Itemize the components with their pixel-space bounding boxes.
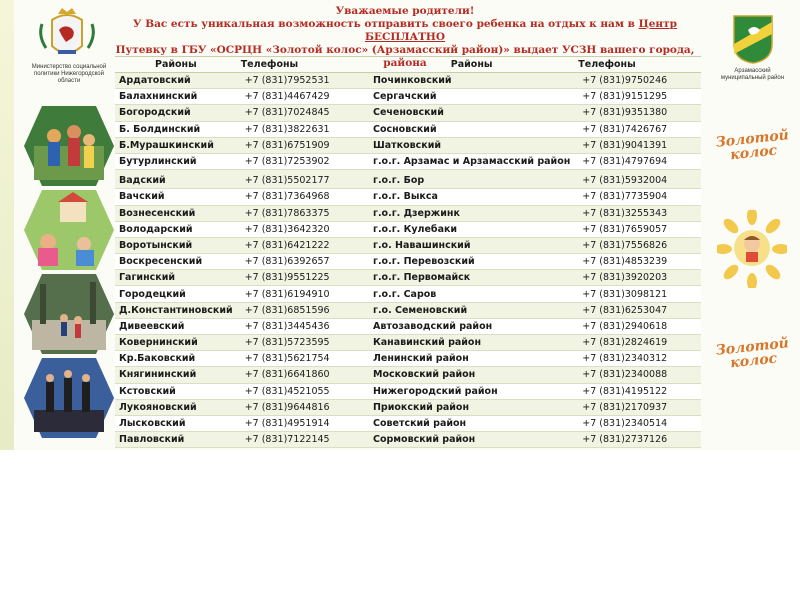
- district-name: Дивеевский: [115, 318, 237, 334]
- district-name: г.о.г. Саров: [369, 286, 574, 302]
- header-offer-text: У Вас есть уникальная возможность отправить своего ребенка на отдых к нам в: [133, 18, 639, 30]
- district-name: г.о.г. Арзамас и Арзамасский район: [369, 153, 574, 169]
- district-name: Ленинский район: [369, 351, 574, 367]
- table-row: [115, 105, 701, 121]
- district-name: Шатковский: [369, 137, 574, 153]
- district-name: Приокский район: [369, 399, 574, 415]
- district-name: Сосновский: [369, 121, 574, 137]
- table-row: [115, 383, 701, 399]
- district-name: Сормовский район: [369, 432, 574, 448]
- district-name: Д.Константиновский: [115, 302, 237, 318]
- district-name: г.о.г. Кулебаки: [369, 221, 574, 237]
- district-name: Гагинский: [115, 270, 237, 286]
- district-phone: +7 (831)6392657: [237, 254, 369, 270]
- district-phone: +7 (831)9041391: [574, 137, 701, 153]
- district-phone: +7 (831)6253047: [574, 302, 701, 318]
- district-phone: +7 (831)5621754: [237, 351, 369, 367]
- district-name: Вознесенский: [115, 205, 237, 221]
- district-phone: +7 (831)3920203: [574, 270, 701, 286]
- district-name: г.о.г. Перевозский: [369, 254, 574, 270]
- district-phone: +7 (831)3445436: [237, 318, 369, 334]
- district-phone: +7 (831)3098121: [574, 286, 701, 302]
- district-name: Ковернинский: [115, 335, 237, 351]
- district-name: Бутурлинский: [115, 153, 237, 169]
- table-row: [115, 205, 701, 221]
- district-name: г.о. Семеновский: [369, 302, 574, 318]
- district-name: Кстовский: [115, 383, 237, 399]
- table-row: [115, 318, 701, 334]
- arzamas-coat-of-arms-icon: [732, 14, 774, 64]
- district-phone: +7 (831)7556826: [574, 237, 701, 253]
- district-name: Городецкий: [115, 286, 237, 302]
- district-phone: +7 (831)2170937: [574, 399, 701, 415]
- district-name: Сеченовский: [369, 105, 574, 121]
- district-name: Княгининский: [115, 367, 237, 383]
- table-row: [115, 367, 701, 383]
- header-voucher-info: Путевку в ГБУ «ОСРЦН «Золотой колос» (Арзамасский район)» выдает УСЗН вашего города, района: [115, 44, 695, 69]
- district-name: Вачский: [115, 189, 237, 205]
- districts-phones-table: [115, 56, 701, 448]
- table-row: [115, 137, 701, 153]
- district-phone: +7 (831)9151295: [574, 89, 701, 105]
- nizhny-novgorod-emblem-icon: [36, 6, 98, 62]
- district-phone: +7 (831)4467429: [237, 89, 369, 105]
- district-name: Сергачский: [369, 89, 574, 105]
- column-header: Телефоны: [574, 57, 701, 73]
- district-phone: +7 (831)2340514: [574, 415, 701, 431]
- district-phone: +7 (831)2340312: [574, 351, 701, 367]
- district-phone: +7 (831)6194910: [237, 286, 369, 302]
- district-phone: +7 (831)4521055: [237, 383, 369, 399]
- district-phone: +7 (831)5502177: [237, 170, 369, 189]
- district-phone: +7 (831)5723595: [237, 335, 369, 351]
- district-phone: +7 (831)2940618: [574, 318, 701, 334]
- district-phone: +7 (831)4797694: [574, 153, 701, 169]
- table-row: [115, 432, 701, 448]
- district-name: Б. Болдинский: [115, 121, 237, 137]
- table-row: [115, 351, 701, 367]
- district-phone: +7 (831)7863375: [237, 205, 369, 221]
- header-offer: [110, 18, 700, 44]
- table-header-row: [115, 57, 701, 73]
- district-phone: +7 (831)3822631: [237, 121, 369, 137]
- district-name: Кр.Баковский: [115, 351, 237, 367]
- table-row: [115, 286, 701, 302]
- column-header: Телефоны: [237, 57, 369, 73]
- district-name: Нижегородский район: [369, 383, 574, 399]
- district-phone: +7 (831)9644816: [237, 399, 369, 415]
- district-phone: +7 (831)2737126: [574, 432, 701, 448]
- district-phone: +7 (831)7122145: [237, 432, 369, 448]
- district-phone: +7 (831)9351380: [574, 105, 701, 121]
- district-name: Лукояновский: [115, 399, 237, 415]
- district-name: Вадский: [115, 170, 237, 189]
- district-phone: +7 (831)7735904: [574, 189, 701, 205]
- district-phone: +7 (831)7364968: [237, 189, 369, 205]
- left-column: [14, 0, 110, 450]
- kids-drawing-photo: [24, 190, 114, 270]
- table-row: [115, 254, 701, 270]
- district-name: Московский район: [369, 367, 574, 383]
- district-name: г.о.г. Выкса: [369, 189, 574, 205]
- table-row: [115, 170, 701, 189]
- sun-mascot-icon: [717, 210, 787, 288]
- district-phone: +7 (831)6641860: [237, 367, 369, 383]
- column-header: Районы: [369, 57, 574, 73]
- district-phone: +7 (831)2340088: [574, 367, 701, 383]
- stage-performance-photo: [24, 358, 114, 438]
- district-name: Воскресенский: [115, 254, 237, 270]
- district-name: Володарский: [115, 221, 237, 237]
- district-phone: +7 (831)7426767: [574, 121, 701, 137]
- district-name: Автозаводский район: [369, 318, 574, 334]
- header-greeting: Уважаемые родители!: [335, 5, 475, 17]
- district-phone: +7 (831)5932004: [574, 170, 701, 189]
- district-phone: +7 (831)4853239: [574, 254, 701, 270]
- district-name: Канавинский район: [369, 335, 574, 351]
- district-phone: +7 (831)6421222: [237, 237, 369, 253]
- outdoor-activity-photo: [24, 274, 114, 354]
- district-phone: +7 (831)4951914: [237, 415, 369, 431]
- table-row: [115, 302, 701, 318]
- district-phone: +7 (831)3642320: [237, 221, 369, 237]
- table-row: [115, 399, 701, 415]
- district-phone: +7 (831)7659057: [574, 221, 701, 237]
- header-center-free: Центр БЕСПЛАТНО: [365, 18, 677, 43]
- district-name: Павловский: [115, 432, 237, 448]
- district-phone: +7 (831)9750246: [574, 73, 701, 89]
- district-name: Лысковский: [115, 415, 237, 431]
- column-header: Районы: [115, 57, 237, 73]
- golden-ear-logo: Золотой колос: [714, 335, 790, 372]
- table-row: [115, 189, 701, 205]
- table-row: [115, 89, 701, 105]
- table-row: [115, 73, 701, 89]
- table-row: [115, 153, 701, 169]
- table-row: [115, 415, 701, 431]
- district-phone: +7 (831)4195122: [574, 383, 701, 399]
- arzamas-caption: Арзамасский муниципальный район: [720, 68, 785, 81]
- district-name: Б.Мурашкинский: [115, 137, 237, 153]
- district-name: Балахнинский: [115, 89, 237, 105]
- district-name: Советский район: [369, 415, 574, 431]
- district-phone: +7 (831)9551225: [237, 270, 369, 286]
- right-column: [705, 0, 800, 450]
- district-name: г.о. Навашинский: [369, 237, 574, 253]
- left-decor-strip: [0, 0, 14, 450]
- district-name: г.о.г. Дзержинк: [369, 205, 574, 221]
- table-row: [115, 335, 701, 351]
- district-phone: +7 (831)7952531: [237, 73, 369, 89]
- table-row: [115, 270, 701, 286]
- ministry-caption: Министерство социальной политики Нижегородской области: [31, 64, 107, 84]
- district-phone: +7 (831)6851596: [237, 302, 369, 318]
- district-name: Починковский: [369, 73, 574, 89]
- table-row: [115, 121, 701, 137]
- district-phone: +7 (831)7024845: [237, 105, 369, 121]
- district-phone: +7 (831)3255343: [574, 205, 701, 221]
- table-row: [115, 221, 701, 237]
- district-phone: +7 (831)2824619: [574, 335, 701, 351]
- district-phone: +7 (831)7253902: [237, 153, 369, 169]
- district-name: Богородский: [115, 105, 237, 121]
- table-row: [115, 237, 701, 253]
- district-name: г.о.г. Первомайск: [369, 270, 574, 286]
- golden-ear-logo: Золотой колос: [714, 127, 790, 164]
- district-phone: +7 (831)6751909: [237, 137, 369, 153]
- district-name: Воротынский: [115, 237, 237, 253]
- district-name: Ардатовский: [115, 73, 237, 89]
- district-name: г.о.г. Бор: [369, 170, 574, 189]
- children-group-photo: [24, 106, 114, 186]
